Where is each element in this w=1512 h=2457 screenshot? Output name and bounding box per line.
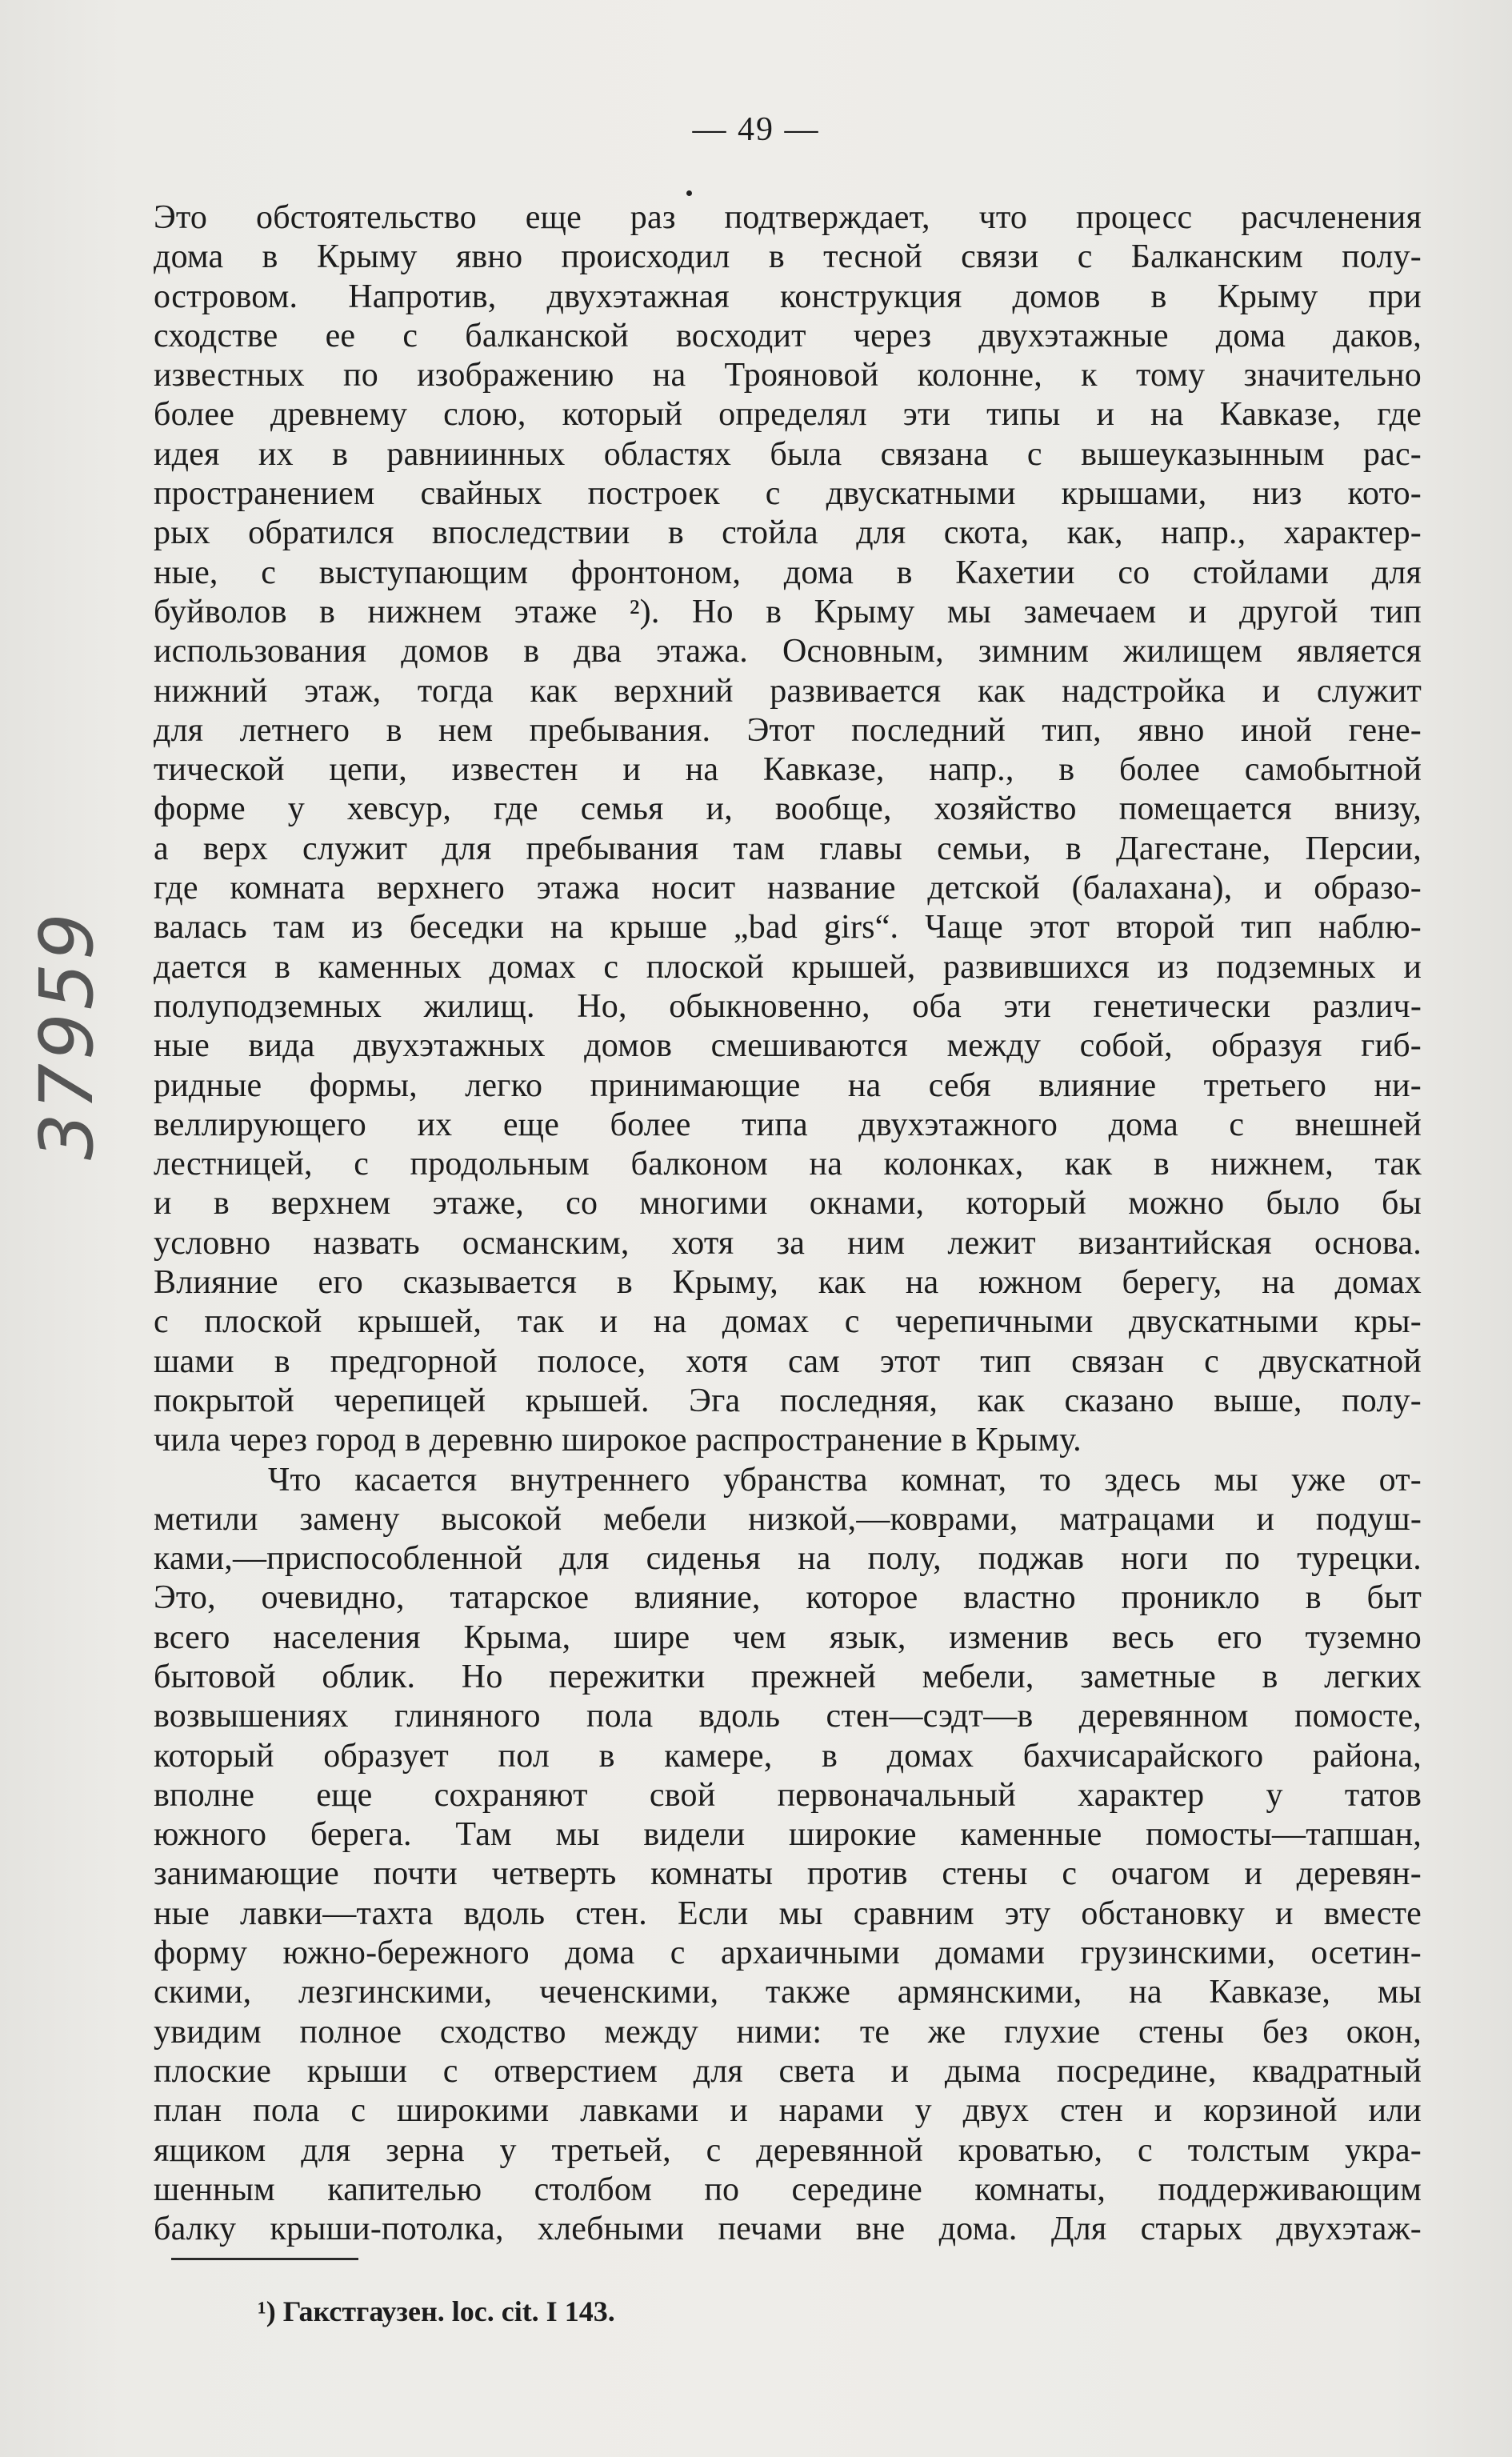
text-line: сходстве ее с балканской восходит через двухэтажные дома даков, (154, 317, 1422, 354)
text-line: нижний этаж, тогда как верхний развивается как надстройка и служит (154, 672, 1422, 710)
text-line: форму южно-бережного дома с архаичными домами грузинскими, осетин- (154, 1935, 1422, 1972)
text-line: вполне еще сохраняют свой первоначальный характер у татов (154, 1776, 1422, 1814)
text-line: полуподземных жилищ. Но, обыкновенно, оба эти генетически различ- (154, 987, 1422, 1025)
text-line: валась там из беседки на крыше „bad girs“. Чаще этот второй тип наблю- (154, 909, 1422, 946)
page-number: — 49 — (692, 111, 820, 148)
text-line: ками,—приспособленной для сиденья на полу, поджав ноги по турецки. (154, 1540, 1422, 1578)
text-line: дома в Крыму явно происходил в тесной связи с Балканским полу- (154, 238, 1422, 276)
text-line: ные лавки—тахта вдоль стен. Если мы сравним эту обстановку и вместе (154, 1895, 1422, 1932)
ink-dot (686, 190, 692, 196)
text-line: возвышениях глиняного пола вдоль стен—сэдт—в деревянном помосте, (154, 1698, 1422, 1735)
text-line: Это обстоятельство еще раз подтверждает, что процесс расчленения (154, 199, 1422, 236)
text-line: который образует пол в камере, в домах бахчисарайского района, (154, 1737, 1422, 1775)
text-line: ные, с выступающим фронтоном, дома в Кахетии со стойлами для (154, 554, 1422, 591)
text-line: ящиком для зерна у третьей, с деревянной кроватью, с толстым укра- (154, 2131, 1422, 2169)
text-line: с плоской крышей, так и на домах с черепичными двускатными кры- (154, 1303, 1422, 1341)
text-line: балку крыши-потолка, хлебными печами вне дома. Для старых двухэтаж- (154, 2211, 1422, 2248)
text-line: использования домов в два этажа. Основным, зимним жилищем является (154, 633, 1422, 670)
text-line: пространением свайных построек с двускатными крышами, низ кото- (154, 475, 1422, 513)
text-line: увидим полное сходство между ними: те же глухие стены без окон, (154, 2013, 1422, 2051)
text-line: лестницей, с продольным балконом на колонках, как в нижнем, так (154, 1146, 1422, 1183)
text-line: шенным капителью столбом по середине комнаты, поддерживающим (154, 2171, 1422, 2208)
text-line: тической цепи, известен и на Кавказе, напр., в более самобытной (154, 751, 1422, 789)
body-text (154, 198, 1422, 2249)
text-line: Это, очевидно, татарское влияние, которое властно проникло в быт (154, 1579, 1422, 1617)
text-line: известных по изображению на Трояновой колонне, к тому значительно (154, 357, 1422, 394)
text-line: шами в предгорной полосе, хотя сам этот тип связан с двускатной (154, 1343, 1422, 1380)
text-line: план пола с широкими лавками и нарами у двух стен и корзиной или (154, 2092, 1422, 2130)
text-line: Влияние его сказывается в Крыму, как на южном берегу, на домах (154, 1264, 1422, 1302)
text-line: покрытой черепицей крышей. Эга последняя, как сказано выше, полу- (154, 1382, 1422, 1419)
text-line: бытовой облик. Но пережитки прежней мебели, заметные в легких (154, 1658, 1422, 1695)
text-line: более древнему слою, который определял эти типы и на Кавказе, где (154, 396, 1422, 434)
text-line: где комната верхнего этажа носит название детской (балахана), и образо- (154, 870, 1422, 907)
footnote: ¹) Гакстгаузен. loc. cit. I 143. (258, 2295, 615, 2327)
handwritten-marginal-number (24, 910, 120, 1280)
text-line: веллирующего их еще более типа двухэтажного дома с внешней (154, 1106, 1422, 1143)
text-line: и в верхнем этаже, со многими окнами, который можно было бы (154, 1185, 1422, 1222)
text-line: островом. Напротив, двухэтажная конструкция домов в Крыму при (154, 278, 1422, 315)
text-line: южного берега. Там мы видели широкие каменные помосты—тапшан, (154, 1816, 1422, 1854)
text-line: форме у хевсур, где семья и, вообще, хозяйство помещается внизу, (154, 790, 1422, 828)
text-line: а верх служит для пребывания там главы семьи, в Дагестане, Персии, (154, 830, 1422, 867)
text-line: для летнего в нем пребывания. Этот последний тип, явно иной гене- (154, 711, 1422, 749)
text-line: буйволов в нижнем этаже ²). Но в Крыму мы замечаем и другой тип (154, 593, 1422, 630)
text-line: занимающие почти четверть комнаты против стены с очагом и деревян- (154, 1855, 1422, 1893)
text-line: чила через город в деревню широкое распространение в Крыму. (154, 1422, 1082, 1459)
paragraph-first-line: Что касается внутреннего убранства комнат, то здесь мы уже от- (268, 1461, 1422, 1499)
text-line: всего населения Крыма, шире чем язык, изменив весь его туземно (154, 1619, 1422, 1656)
text-line: ридные формы, легко принимающие на себя влияние третьего ни- (154, 1066, 1422, 1104)
marginal-number-text: 37959 (24, 910, 110, 1160)
text-line: скими, лезгинскими, чеченскими, также армянскими, на Кавказе, мы (154, 1974, 1422, 2011)
text-line: условно назвать османским, хотя за ним лежит византийская основа. (154, 1224, 1422, 1262)
text-line: идея их в равниинных областях была связана с вышеуказынным рас- (154, 435, 1422, 473)
text-line: дается в каменных домах с плоской крышей, развившихся из подземных и (154, 948, 1422, 986)
text-line: метили замену высокой мебели низкой,—коврами, матрацами и подуш- (154, 1500, 1422, 1538)
text-line: плоские крыши с отверстием для света и дыма посредине, квадратный (154, 2052, 1422, 2090)
text-line: ные вида двухэтажных домов смешиваются между собой, образуя гиб- (154, 1027, 1422, 1065)
text-line: рых обратился впоследствии в стойла для скота, как, напр., характер- (154, 514, 1422, 552)
footnote-separator (171, 2258, 358, 2260)
